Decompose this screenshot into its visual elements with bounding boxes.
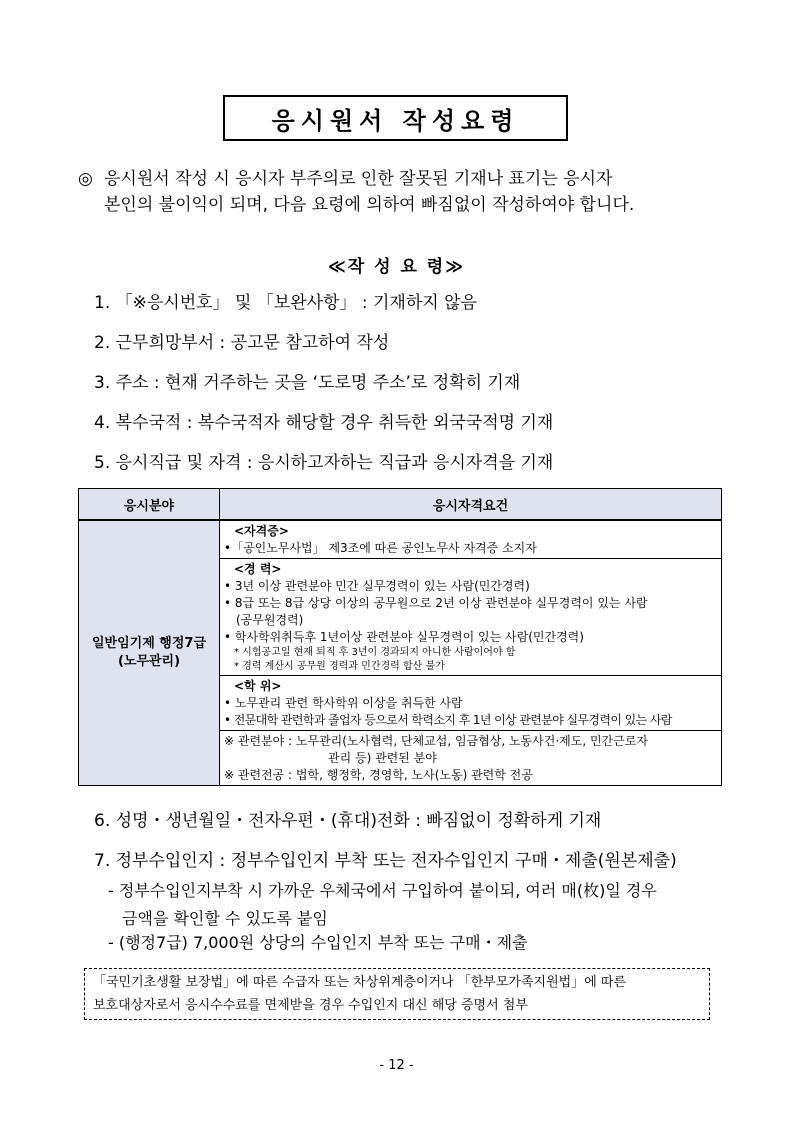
- table-row: [79, 520, 722, 559]
- item-1: 1. 「※응시번호」 및 「보완사항」 : 기재하지 않음: [94, 293, 477, 313]
- career-item-3: • 학사학위취득후 1년이상 관련분야 실무경력이 있는 사람(민간경력): [224, 630, 584, 644]
- page-number: - 12 -: [379, 1058, 414, 1073]
- field-cell: [79, 520, 220, 786]
- career-title: <경 력>: [234, 562, 282, 576]
- career-item-2: • 8급 또는 8급 상당 이상의 공무원으로 2년 이상 관련분야 실무경력이 있는 사람: [224, 596, 648, 610]
- item-2: 2. 근무희망부서 : 공고문 참고하여 작성: [94, 333, 390, 353]
- degree-item-1: • 노무관리 관련 학사학위 이상을 취득한 사람: [224, 696, 463, 710]
- page-title: 응시원서 작성요령: [223, 95, 568, 141]
- certificate-item: •「공인노무사법」 제3조에 따른 공인노무사 자격증 소지자: [224, 541, 537, 555]
- item-4: 4. 복수국적 : 복수국적자 해당할 경우 취득한 외국국적명 기재: [94, 413, 554, 433]
- career-note-2: * 경력 계산시 공무원 경력과 민간경력 합산 불가: [234, 661, 445, 672]
- sub-item-1-line-2: 금액을 확인할 수 있도록 붙임: [122, 909, 328, 928]
- field-subname: (노무관리): [117, 654, 181, 669]
- notice-line-1: 「국민기초생활 보장법」에 따른 수급자 또는 차상위계층이거나 「한부모가족지원법」에 따른: [93, 975, 627, 990]
- sub-item-2: - (행정7급) 7,000원 상당의 수입인지 부착 또는 구매・제출: [108, 933, 528, 952]
- notes-cell: [220, 731, 722, 786]
- field-name: 일반임기제 행정7급: [91, 636, 207, 651]
- intro-line-2: 본인의 불이익이 되며, 다음 요령에 의하여 빠짐없이 작성하여야 합니다.: [104, 195, 635, 215]
- item-7: 7. 정부수입인지 : 정부수입인지 부착 또는 전자수입인지 구매・제출(원본제출): [94, 851, 677, 871]
- career-note-1: * 시험공고일 현재 퇴직 후 3년이 경과되지 아니한 사람이어야 함: [234, 647, 516, 658]
- sub-item-1-line-1: - 정부수입인지부착 시 가까운 우체국에서 구입하여 붙이되, 여러 매(枚)일 경우: [108, 881, 657, 900]
- table-header-row: [79, 489, 722, 521]
- career-cell: [220, 559, 722, 676]
- related-field-note-cont: 관리 등) 관련된 분야: [328, 751, 437, 765]
- fee-exemption-notice: [84, 968, 710, 1020]
- career-item-2-cont: (공무원경력): [236, 613, 304, 627]
- item-5: 5. 응시직급 및 자격 : 응시하고자하는 직급과 응시자격을 기재: [94, 453, 554, 473]
- intro-line-1: 응시원서 작성 시 응시자 부주의로 인한 잘못된 기재나 표기는 응시자: [104, 169, 613, 189]
- intro-paragraph: [78, 166, 728, 218]
- certificate-cell: [220, 520, 722, 559]
- item-6: 6. 성명・생년월일・전자우편・(휴대)전화 : 빠짐없이 정확하게 기재: [94, 811, 602, 831]
- degree-title: <학 위>: [234, 679, 282, 693]
- header-requirements: 응시자격요건: [220, 489, 722, 521]
- career-item-1: • 3년 이상 관련분야 민간 실무경력이 있는 사람(민간경력): [224, 579, 530, 593]
- section-subheading: ≪작 성 요 령≫: [327, 257, 466, 277]
- related-field-note: ※ 관련분야 : 노무관리(노사협력, 단체교섭, 임금협상, 노동사건·제도, 민간근로자: [224, 734, 648, 748]
- degree-item-2: • 전문대학 관련학과 졸업자 등으로서 학력소지 후 1년 이상 관련분야 실무경력이 있는 사람: [224, 713, 672, 727]
- double-circle-mark: ◎: [78, 169, 93, 189]
- qualification-table: [78, 488, 722, 786]
- notice-line-2: 보호대상자로서 응시수수료를 면제받을 경우 수입인지 대신 해당 증명서 첨부: [93, 998, 528, 1013]
- certificate-title: <자격증>: [234, 524, 289, 538]
- degree-cell: [220, 676, 722, 731]
- header-field: 응시분야: [79, 489, 220, 521]
- item-3: 3. 주소 : 현재 거주하는 곳을 ‘도로명 주소’로 정확히 기재: [94, 373, 521, 393]
- sub-item-1: [108, 878, 657, 929]
- related-major-note: ※ 관련전공 : 법학, 행정학, 경영학, 노사(노동) 관련학 전공: [224, 768, 533, 782]
